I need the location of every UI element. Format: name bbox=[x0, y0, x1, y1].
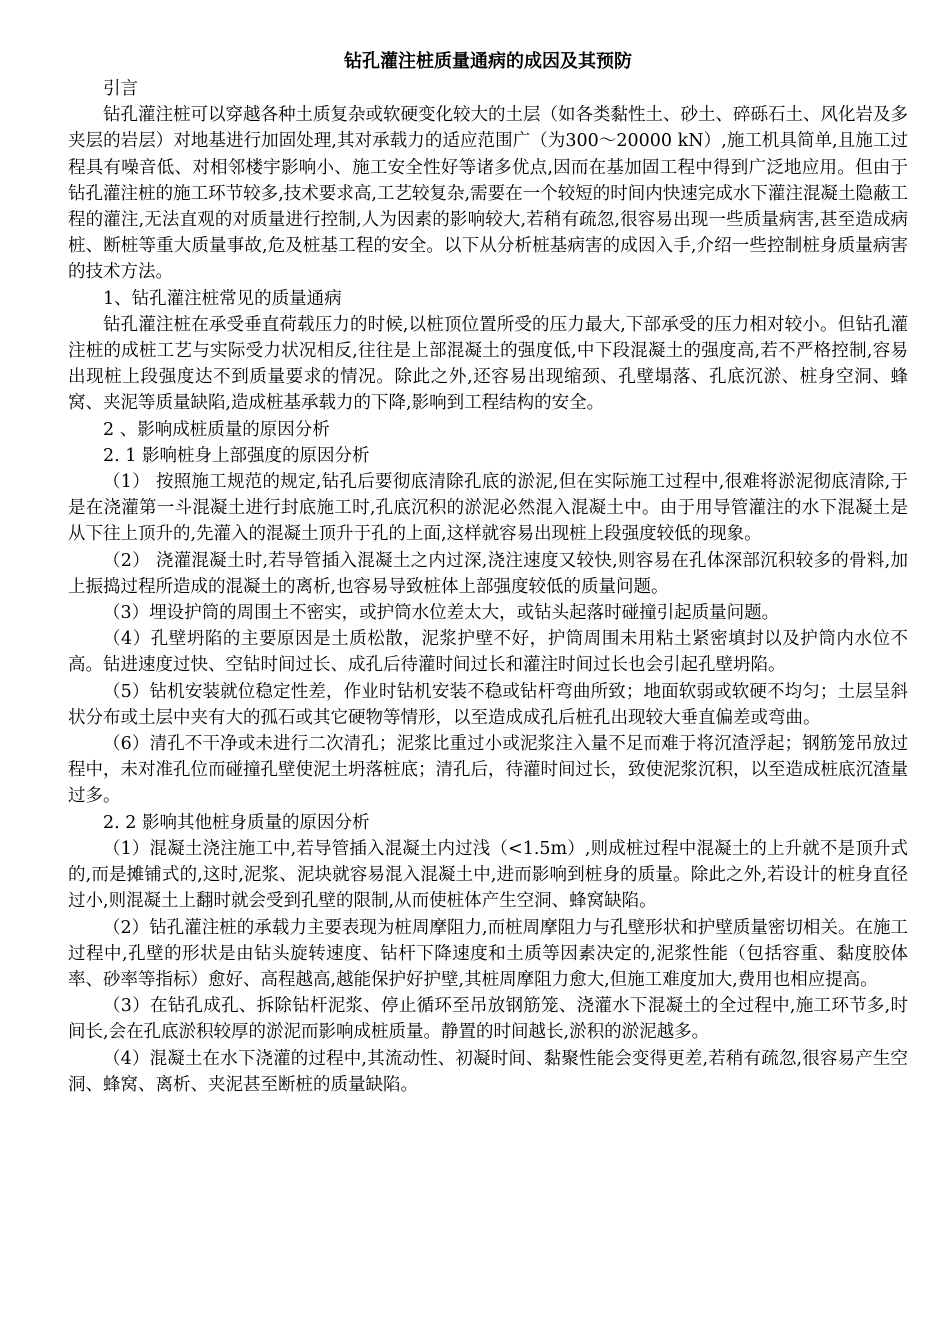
section-heading-intro: 引言 bbox=[103, 79, 138, 99]
paragraph-2-1-item-3: （3）埋设护筒的周围土不密实，或护筒水位差太大，或钻头起落时碰撞引起质量问题。 bbox=[103, 603, 780, 624]
document-title: 钻孔灌注桩质量通病的成因及其预防 bbox=[344, 51, 632, 72]
paragraph-2-1-item-6: （6）清孔不干净或未进行二次清孔；泥浆比重过小或泥浆注入量不足而难于将沉渣浮起；钢筋笼吊放过程中，未对准孔位而碰撞孔壁使泥土坍落桩底；清孔后，待灌时间过长，致使泥浆沉积，以至造成桩底沉渣量过多。 bbox=[68, 734, 908, 807]
paragraph-2-1-item-1: （1） 按照施工规范的规定,钻孔后要彻底清除孔底的淤泥,但在实际施工过程中,很难将淤泥彻底清除,于是在浇灌第一斗混凝土进行封底施工时,孔底沉积的淤泥必然混入混凝土中。由于用导管灌注的水下混凝土是从下往上顶升的,先灌入的混凝土顶升于孔的上面,这样就容易出现桩上段强度较低的现象。 bbox=[68, 472, 908, 545]
paragraph-1: 钻孔灌注桩在承受垂直荷载压力的时候,以桩顶位置所受的压力最大,下部承受的压力相对较小。但钻孔灌注桩的成桩工艺与实际受力状况相反,往往是上部混凝土的强度低,中下段混凝土的强度高,若不严格控制,容易出现桩上段强度达不到质量要求的情况。除此之外,还容易出现缩颈、孔壁塌落、孔底沉淤、桩身空洞、蜂窝、夹泥等质量缺陷,造成桩基承载力的下降,影响到工程结构的安全。 bbox=[68, 314, 908, 414]
paragraph-intro: 钻孔灌注桩可以穿越各种土质复杂或软硬变化较大的土层（如各类黏性土、砂土、碎砾石土、风化岩及多夹层的岩层）对地基进行加固处理,其对承载力的适应范围广（为300～20000 kN）,施工机具简单,且施工过程具有噪音低、对相邻楼宇影响小、施工安全性好等诸多优点,因而在基加固工程中得到广泛地应用。但由于钻孔灌注桩的施工环节较多,技术要求高,工艺较复杂,需要在一个较短的时间内快速完成水下灌注混凝土隐蔽工程的灌注,无法直观的对质量进行控制,人为因素的影响较大,若稍有疏忽,很容易出现一些质量病害,甚至造成病桩、断桩等重大质量事故,危及桩基工程的安全。以下从分析桩基病害的成因入手,介绍一些控制桩身质量病害的技术方法。 bbox=[68, 105, 908, 283]
section-heading-1: 1、钻孔灌注桩常见的质量通病 bbox=[103, 288, 342, 309]
paragraph-2-2-item-1: （1）混凝土浇注施工中,若导管插入混凝土内过浅（<1.5m）,则成桩过程中混凝土的上升就不是顶升式的,而是摊铺式的,这时,泥浆、泥块就容易混入混凝土中,进而影响到桩身的质量。除此之外,若设计的桩身直径过小,则混凝土上翻时就会受到孔壁的限制,从而使桩体产生空洞、蜂窝缺陷。 bbox=[68, 838, 908, 912]
paragraph-2-2-item-4: （4）混凝土在水下浇灌的过程中,其流动性、初凝时间、黏聚性能会变得更差,若稍有疏忽,很容易产生空洞、蜂窝、离析、夹泥甚至断桩的质量缺陷。 bbox=[68, 1048, 908, 1095]
paragraph-2-2-item-2: （2）钻孔灌注桩的承载力主要表现为桩周摩阻力,而桩周摩阻力与孔壁形状和护壁质量密切相关。在施工过程中,孔壁的形状是由钻头旋转速度、钻杆下降速度和土质等因素决定的,泥浆性能（包括容重、黏度胶体率、砂率等指标）愈好、高程越高,越能保护好护壁,其桩周摩阻力愈大,但施工难度加大,费用也相应提高。 bbox=[68, 917, 908, 990]
paragraph-2-1-item-5: （5）钻机安装就位稳定性差，作业时钻机安装不稳或钻杆弯曲所致；地面软弱或软硬不均匀；土层呈斜状分布或土层中夹有大的孤石或其它硬物等情形，以至造成成孔后桩孔出现较大垂直偏差或弯曲。 bbox=[68, 681, 908, 728]
subsection-heading-2-2: 2. 2 影响其他桩身质量的原因分析 bbox=[103, 812, 370, 833]
paragraph-2-1-item-4: （4）孔壁坍陷的主要原因是土质松散，泥浆护壁不好，护筒周围未用粘土紧密填封以及护筒内水位不高。钻进速度过快、空钻时间过长、成孔后待灌时间过长和灌注时间过长也会引起孔壁坍陷。 bbox=[68, 629, 908, 676]
section-heading-2: 2 、影响成桩质量的原因分析 bbox=[103, 419, 330, 440]
paragraph-2-1-item-2: （2） 浇灌混凝土时,若导管插入混凝土之内过深,浇注速度又较快,则容易在孔体深部沉积较多的骨料,加上振捣过程所造成的混凝土的离析,也容易导致桩体上部强度较低的质量问题。 bbox=[68, 550, 908, 597]
paragraph-2-2-item-3: （3）在钻孔成孔、拆除钻杆泥浆、停止循环至吊放钢筋笼、浇灌水下混凝土的全过程中,施工环节多,时间长,会在孔底淤积较厚的淤泥而影响成桩质量。静置的时间越长,淤积的淤泥越多。 bbox=[68, 996, 908, 1043]
document-page bbox=[68, 48, 908, 1098]
subsection-heading-2-1: 2. 1 影响桩身上部强度的原因分析 bbox=[103, 445, 370, 466]
